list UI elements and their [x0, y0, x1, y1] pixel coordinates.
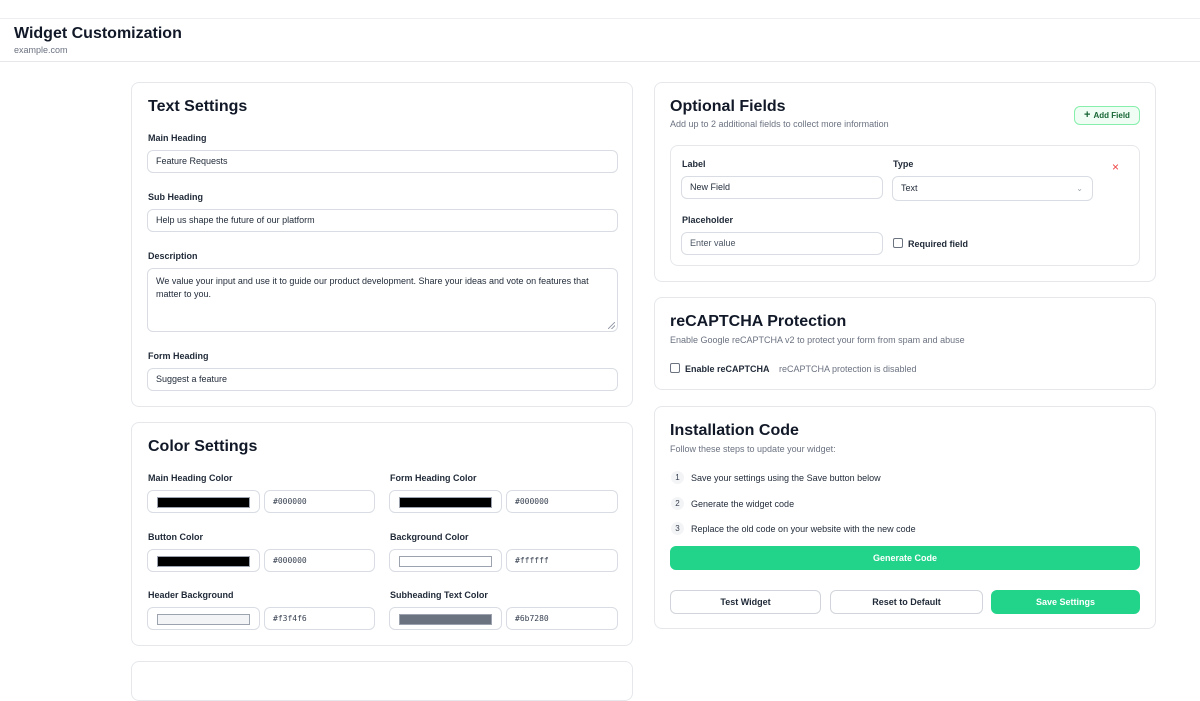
color-swatch: [399, 497, 492, 508]
add-field-button[interactable]: [1074, 106, 1140, 125]
main-heading-label: Main Heading: [148, 133, 207, 143]
color-hex-input[interactable]: #000000: [264, 490, 375, 513]
color-hex-input[interactable]: #000000: [264, 549, 375, 572]
installation-card: [654, 406, 1156, 629]
description-textarea[interactable]: [147, 268, 618, 332]
optional-field-item: [670, 145, 1140, 266]
installation-description: Follow these steps to update your widget:: [670, 444, 836, 454]
recaptcha-title: reCAPTCHA Protection: [670, 313, 847, 330]
sub-heading-input[interactable]: Help us shape the future of our platform: [147, 209, 618, 232]
generate-code-button[interactable]: Generate Code: [670, 546, 1140, 570]
field-type-select[interactable]: [892, 176, 1093, 201]
color-label: Subheading Text Color: [390, 590, 488, 600]
recaptcha-status: reCAPTCHA protection is disabled: [779, 364, 917, 374]
color-picker[interactable]: [147, 490, 260, 513]
step-number: 1: [671, 471, 684, 484]
form-heading-label: Form Heading: [148, 351, 209, 361]
step-number: 2: [671, 497, 684, 510]
resize-handle[interactable]: [608, 322, 615, 329]
plus-icon: +: [1084, 109, 1091, 121]
chevron-down-icon: ⌄: [1076, 184, 1083, 193]
text-settings-title: Text Settings: [148, 98, 248, 115]
page-title: Widget Customization: [14, 25, 182, 42]
color-label: Main Heading Color: [148, 473, 233, 483]
installation-title: Installation Code: [670, 422, 799, 439]
color-swatch: [157, 497, 250, 508]
color-settings-card: [131, 422, 633, 646]
color-picker[interactable]: [389, 490, 502, 513]
color-swatch: [399, 614, 492, 625]
color-hex-input[interactable]: #000000: [506, 490, 618, 513]
recaptcha-description: Enable Google reCAPTCHA v2 to protect your form from spam and abuse: [670, 335, 965, 345]
top-bar: [0, 0, 1200, 19]
next-settings-card: [131, 661, 633, 701]
step-text: Generate the widget code: [691, 499, 795, 509]
field-label-label: Label: [682, 159, 706, 169]
field-placeholder-input[interactable]: Enter value: [681, 232, 883, 255]
page-header: [0, 20, 1200, 62]
description-label: Description: [148, 251, 198, 261]
color-picker[interactable]: [147, 607, 260, 630]
color-swatch: [399, 556, 492, 567]
sub-heading-label: Sub Heading: [148, 192, 204, 202]
step-text: Replace the old code on your website with the new code: [691, 524, 916, 534]
enable-recaptcha-label: Enable reCAPTCHA: [685, 364, 770, 374]
color-hex-input[interactable]: #6b7280: [506, 607, 618, 630]
color-picker[interactable]: [147, 549, 260, 572]
add-field-label: Add Field: [1093, 111, 1130, 120]
reset-default-button[interactable]: Reset to Default: [830, 590, 983, 614]
enable-recaptcha-checkbox[interactable]: [670, 363, 680, 373]
field-type-label: Type: [893, 159, 914, 169]
form-heading-input[interactable]: Suggest a feature: [147, 368, 618, 391]
save-settings-button[interactable]: Save Settings: [991, 590, 1140, 614]
step-text: Save your settings using the Save button below: [691, 473, 881, 483]
color-hex-input[interactable]: #f3f4f6: [264, 607, 375, 630]
color-picker[interactable]: [389, 549, 502, 572]
description-text: We value your input and use it to guide our product development. Share your ideas and vote on features that matter to you.: [156, 276, 589, 299]
field-placeholder-label: Placeholder: [682, 215, 734, 225]
color-label: Form Heading Color: [390, 473, 477, 483]
remove-field-icon[interactable]: ×: [1112, 160, 1120, 174]
color-swatch: [157, 614, 250, 625]
color-settings-title: Color Settings: [148, 438, 258, 455]
text-settings-card: [131, 82, 633, 407]
color-label: Button Color: [148, 532, 203, 542]
main-heading-input[interactable]: Feature Requests: [147, 150, 618, 173]
optional-fields-title: Optional Fields: [670, 98, 786, 115]
color-hex-input[interactable]: #ffffff: [506, 549, 618, 572]
step-number: 3: [671, 522, 684, 535]
optional-fields-description: Add up to 2 additional fields to collect more information: [670, 119, 889, 129]
field-label-input[interactable]: New Field: [681, 176, 883, 199]
color-swatch: [157, 556, 250, 567]
recaptcha-card: [654, 297, 1156, 390]
optional-fields-card: [654, 82, 1156, 282]
field-type-value: Text: [901, 183, 918, 193]
required-field-checkbox[interactable]: [893, 238, 903, 248]
color-label: Background Color: [390, 532, 469, 542]
required-field-label: Required field: [908, 239, 969, 249]
color-label: Header Background: [148, 590, 234, 600]
site-domain: example.com: [14, 45, 68, 55]
color-picker[interactable]: [389, 607, 502, 630]
test-widget-button[interactable]: Test Widget: [670, 590, 821, 614]
